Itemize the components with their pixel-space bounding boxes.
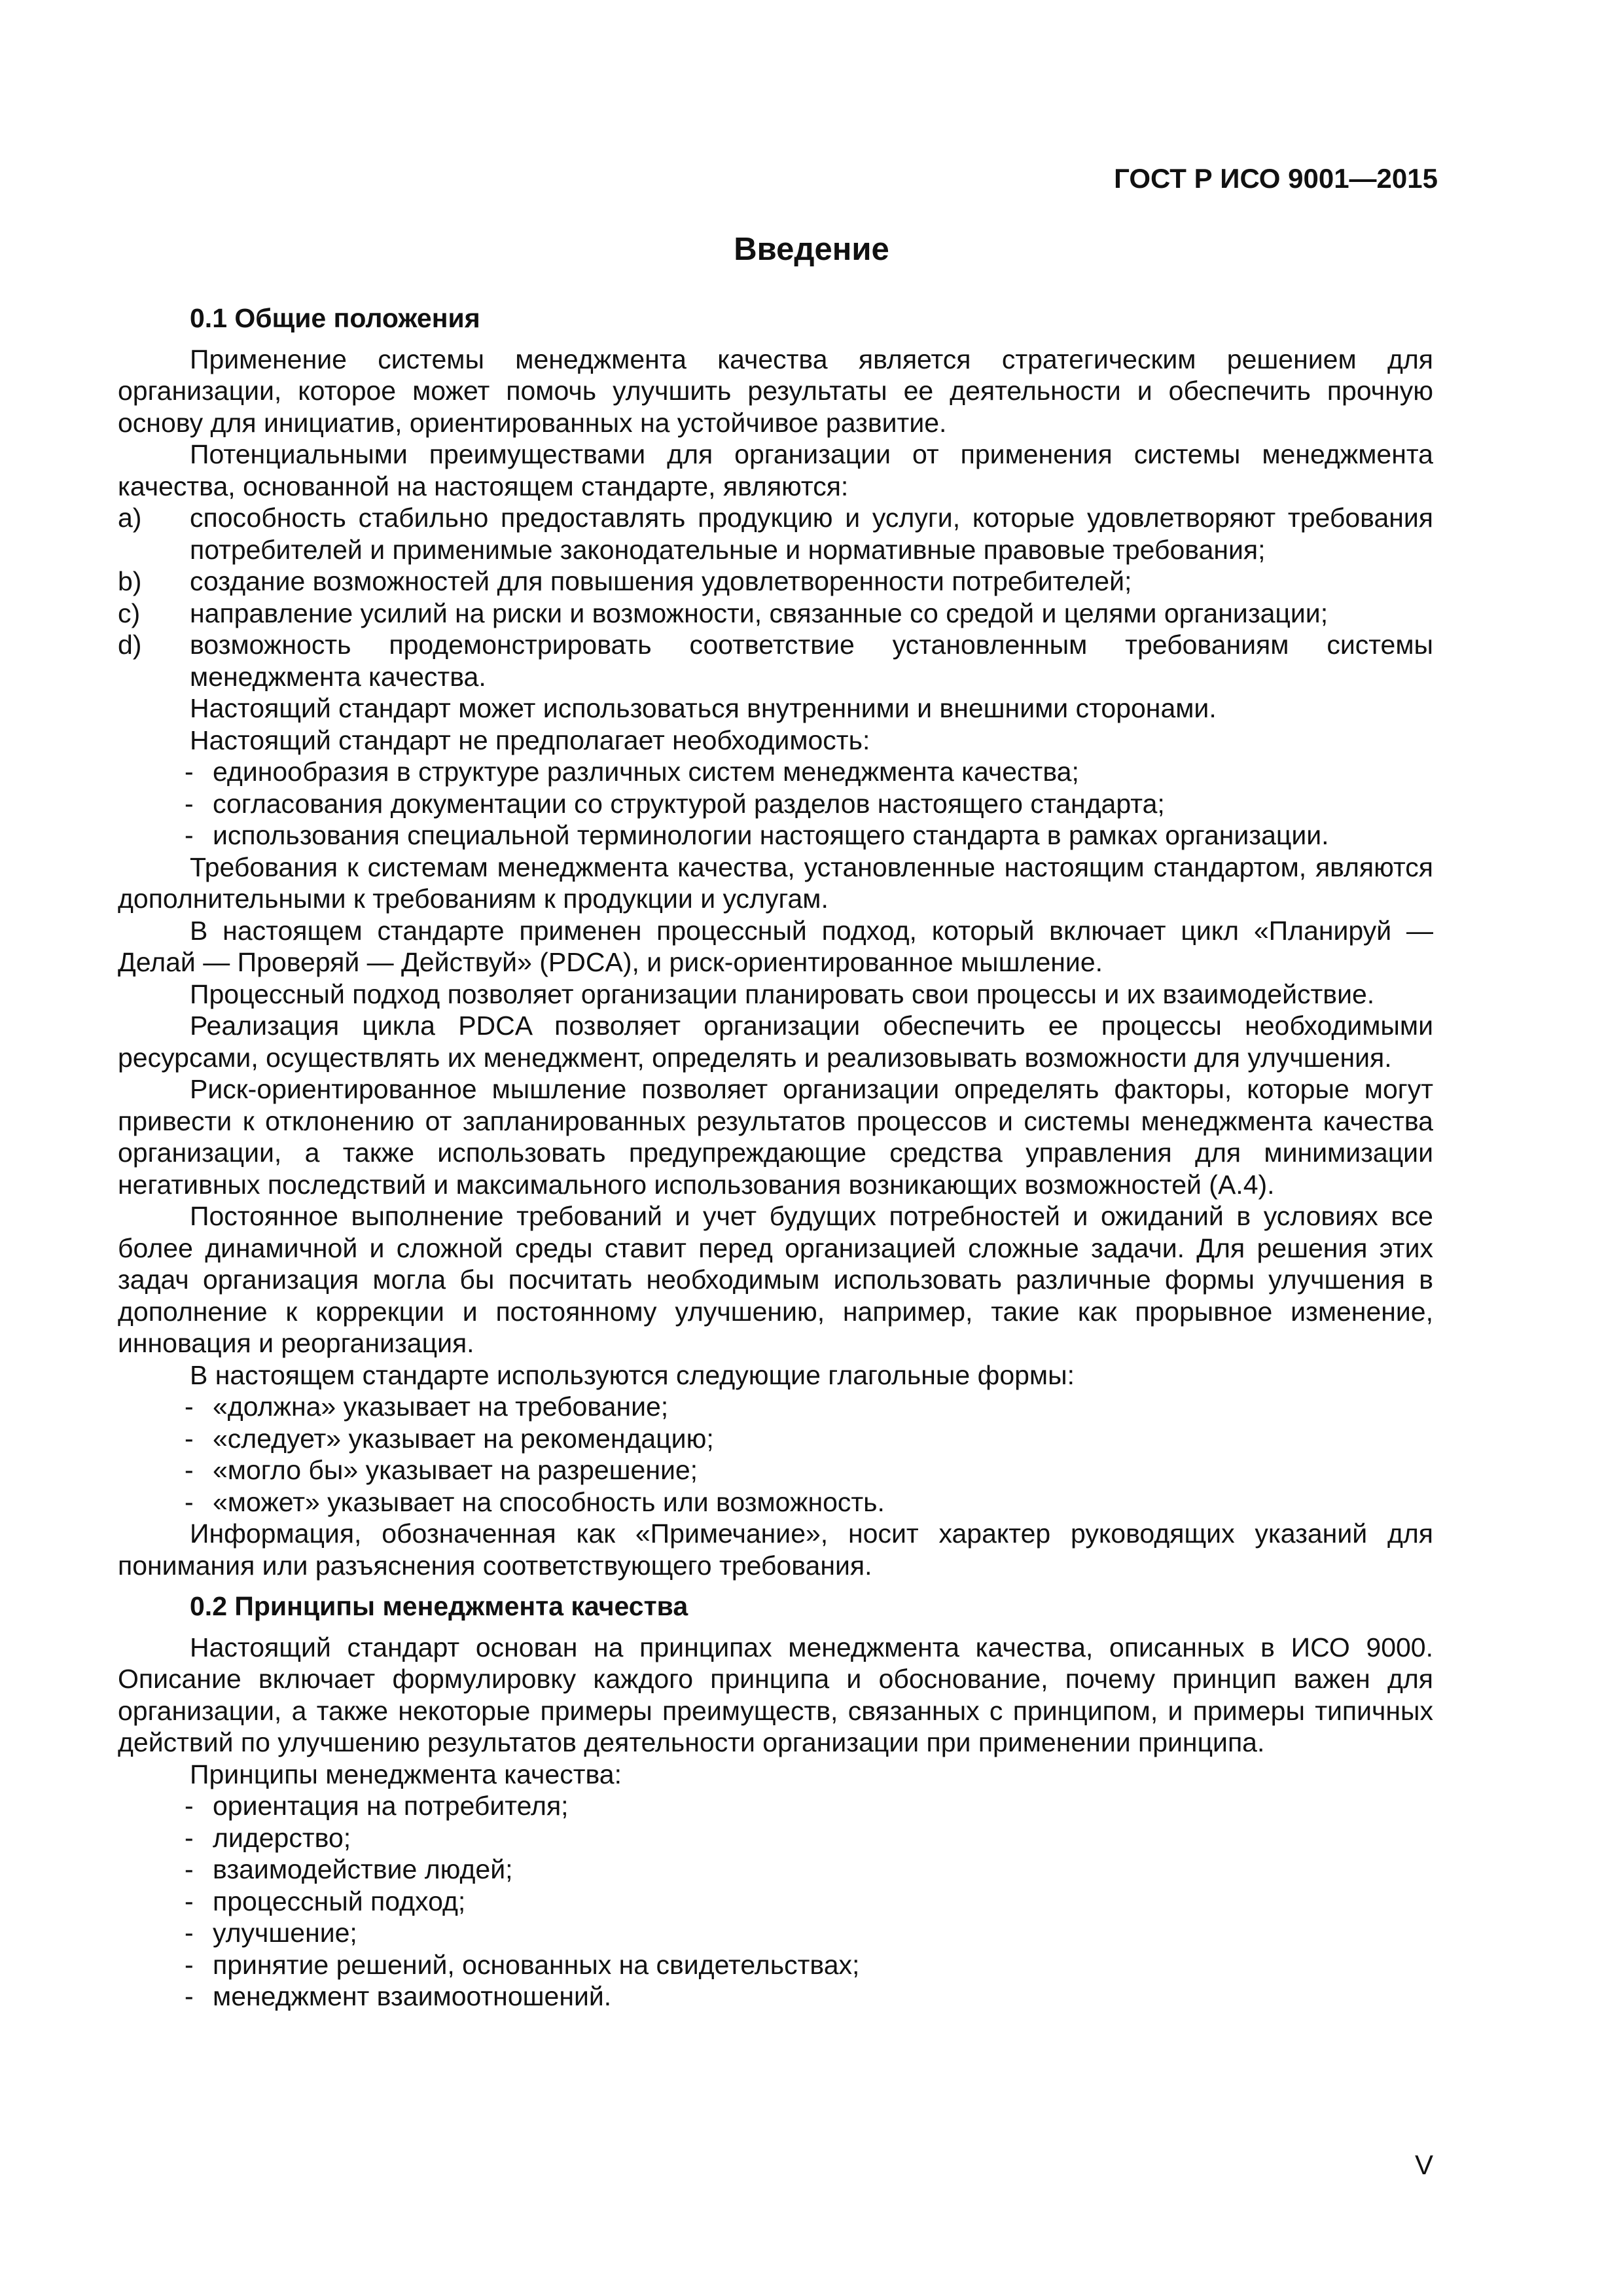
list-dash: - xyxy=(185,1886,194,1916)
list-item xyxy=(118,1486,1433,1518)
paragraph: Настоящий стандарт основан на принципах менеджмента качества, описанных в ИСО 9000. Описание включает формулировку каждого принципа и обоснование, почему принцип важен для организации, а также некоторые примеры преимуществ, связанных с принципом, и примеры типичных действий по улучшению результатов деятельности организации при применении принципа. xyxy=(118,1632,1433,1757)
list-item xyxy=(118,1949,1433,1981)
not-required-list xyxy=(118,756,1433,852)
list-item-text: ориентация на потребителя; xyxy=(213,1791,569,1821)
list-item xyxy=(118,1391,1433,1423)
list-item-text: способность стабильно предоставлять продукцию и услуги, которые удовлетворяют требования потребителей и применимые законодательные и нормативные правовые требования; xyxy=(190,503,1433,565)
list-dash: - xyxy=(185,1854,194,1884)
paragraph: Реализация цикла PDCA позволяет организации обеспечить ее процессы необходимыми ресурсами, осуществлять их менеджмент, определять и реализовывать возможности для улучшения. xyxy=(118,1011,1433,1073)
list-item-text: согласования документации со структурой разделов настоящего стандарта; xyxy=(213,788,1165,819)
list-item-text: «следует» указывает на рекомендацию; xyxy=(213,1423,714,1454)
list-item xyxy=(118,1854,1433,1886)
paragraph: Постоянное выполнение требований и учет будущих потребностей и ожиданий в условиях все более динамичной и сложной среды ставит перед организацией сложные задачи. Для решения этих задач организация могла бы посчитать необходимым использовать различные формы улучшения в дополнение к коррекции и постоянному улучшению, например, такие как прорывное изменение, инновация и реорганизация. xyxy=(118,1201,1433,1358)
benefits-list xyxy=(118,502,1433,692)
list-dash: - xyxy=(185,820,194,850)
paragraph: Настоящий стандарт может использоваться внутренними и внешними сторонами. xyxy=(190,693,1217,723)
list-marker: a) xyxy=(118,503,142,533)
list-dash: - xyxy=(185,1486,194,1517)
list-item xyxy=(118,788,1433,820)
list-item-text: использования специальной терминологии настоящего стандарта в рамках организации. xyxy=(213,820,1329,850)
paragraph: Риск-ориентированное мышление позволяет организации определять факторы, которые могут привести к отклонению от запланированных результатов процессов и системы менеджмента качества организации, а также использовать предупреждающие средства управления для минимизации негативных последствий и максимального использования возникающих возможностей (А.4). xyxy=(118,1074,1433,1200)
list-item-text: взаимодействие людей; xyxy=(213,1854,513,1884)
paragraph: Процессный подход позволяет организации планировать свои процессы и их взаимодействие. xyxy=(190,978,1375,1009)
list-item-text: единообразия в структуре различных систем менеджмента качества; xyxy=(213,757,1079,787)
principles-list xyxy=(118,1790,1433,2013)
list-dash: - xyxy=(185,1791,194,1821)
section-heading-0-2: 0.2 Принципы менеджмента качества xyxy=(190,1591,688,1621)
paragraph: В настоящем стандарте используются следующие глагольные формы: xyxy=(190,1359,1075,1390)
list-dash: - xyxy=(185,1918,194,1948)
list-item xyxy=(118,1886,1433,1918)
document-body xyxy=(118,302,1433,2013)
list-dash: - xyxy=(185,788,194,819)
list-marker: b) xyxy=(118,566,142,596)
paragraph: В настоящем стандарте применен процессный подход, который включает цикл «Планируй — Делай — Проверяй — Действуй» (PDCA), и риск-ориентированное мышление. xyxy=(118,915,1433,977)
list-item-text: создание возможностей для повышения удовлетворенности потребителей; xyxy=(190,566,1132,596)
list-item xyxy=(118,1454,1433,1486)
list-dash: - xyxy=(185,1981,194,2011)
list-item-text: «могло бы» указывает на разрешение; xyxy=(213,1455,698,1485)
list-dash: - xyxy=(185,1822,194,1853)
verb-forms-list xyxy=(118,1391,1433,1518)
list-item-text: возможность продемонстрировать соответствие установленным требованиям системы менеджмента качества. xyxy=(190,630,1433,692)
list-item xyxy=(118,819,1433,852)
list-dash: - xyxy=(185,1949,194,1980)
section-heading-0-1: 0.1 Общие положения xyxy=(190,303,480,333)
list-item xyxy=(118,1790,1433,1822)
page-number: V xyxy=(1414,2149,1433,2180)
list-dash: - xyxy=(185,1423,194,1454)
list-item-text: улучшение; xyxy=(213,1918,357,1948)
list-item-text: «может» указывает на способность или возможность. xyxy=(213,1486,885,1517)
list-item-text: «должна» указывает на требование; xyxy=(213,1391,669,1422)
paragraph: Информация, обозначенная как «Примечание», носит характер руководящих указаний для понимания или разъяснения соответствующего требования. xyxy=(118,1518,1433,1581)
list-dash: - xyxy=(185,757,194,787)
list-item xyxy=(118,565,1433,598)
list-item xyxy=(118,1981,1433,2013)
standard-code-header: ГОСТ Р ИСО 9001—2015 xyxy=(1114,163,1438,194)
list-item xyxy=(118,598,1433,630)
list-item-text: лидерство; xyxy=(213,1822,351,1853)
list-dash: - xyxy=(185,1455,194,1485)
list-item xyxy=(118,1423,1433,1455)
paragraph: Применение системы менеджмента качества является стратегическим решением для организации, которое может помочь улучшить результаты ее деятельности и обеспечить прочную основу для инициатив, ориентированных на устойчивое развитие. xyxy=(118,344,1433,438)
paragraph: Требования к системам менеджмента качества, установленные настоящим стандартом, являются дополнительными к требованиям к продукции и услугам. xyxy=(118,852,1433,914)
paragraph: Принципы менеджмента качества: xyxy=(190,1759,622,1789)
page-title: Введение xyxy=(734,232,889,267)
list-item-text: менеджмент взаимоотношений. xyxy=(213,1981,612,2011)
list-item-text: процессный подход; xyxy=(213,1886,466,1916)
list-item xyxy=(118,1917,1433,1949)
list-dash: - xyxy=(185,1391,194,1422)
list-item xyxy=(118,502,1433,565)
list-item-text: направление усилий на риски и возможности, связанные со средой и целями организации; xyxy=(190,598,1329,628)
list-marker: c) xyxy=(118,598,141,628)
list-item xyxy=(118,629,1433,692)
list-item xyxy=(118,1822,1433,1854)
paragraph: Настоящий стандарт не предполагает необходимость: xyxy=(190,725,870,755)
list-item-text: принятие решений, основанных на свидетельствах; xyxy=(213,1949,860,1980)
paragraph: Потенциальными преимуществами для организации от применения системы менеджмента качества, основанной на настоящем стандарте, являются: xyxy=(118,439,1433,501)
list-item xyxy=(118,756,1433,788)
list-marker: d) xyxy=(118,630,142,660)
